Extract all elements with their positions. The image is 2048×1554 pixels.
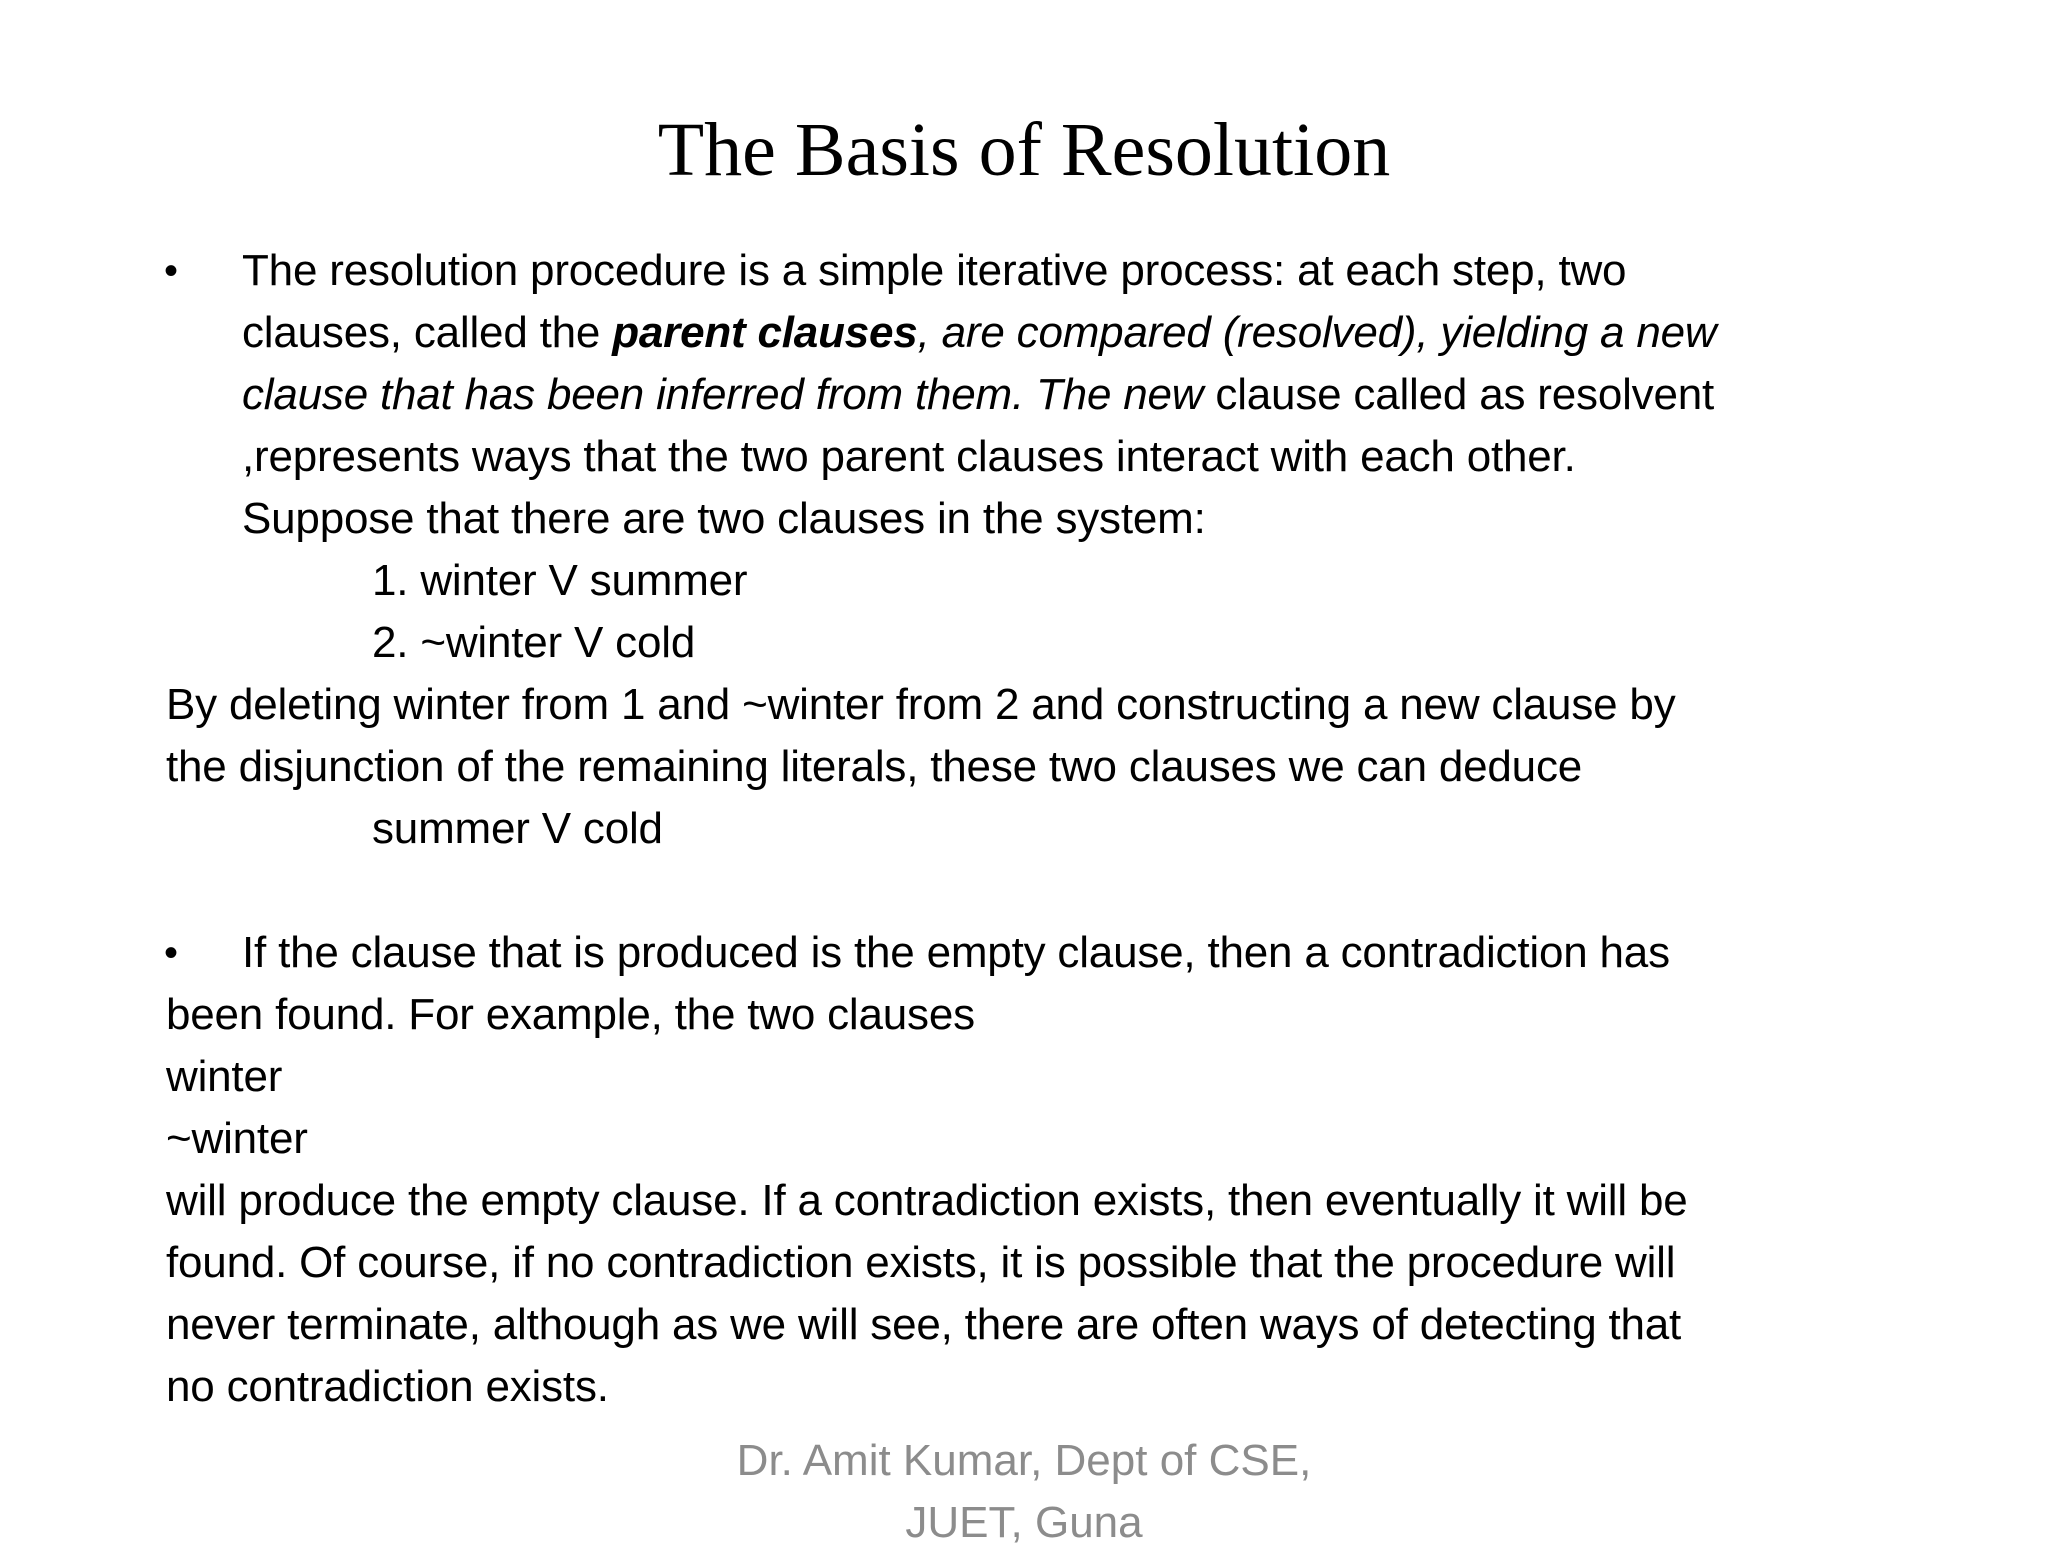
clause-2: 2. ~winter V cold bbox=[372, 618, 696, 667]
bullet2-line7: never terminate, although as we will see, there are often ways of detecting that bbox=[166, 1300, 1682, 1349]
clause-1: 1. winter V summer bbox=[372, 556, 748, 605]
bullet1-line3-italic: clause that has been inferred from them. The new bbox=[242, 370, 1204, 419]
bullet1-line3 bbox=[242, 364, 1714, 426]
bullet1-line2-plain: clauses, called the bbox=[242, 308, 613, 357]
bullet2-line8: no contradiction exists. bbox=[166, 1362, 609, 1411]
bullet1-line4: ,represents ways that the two parent clauses interact with each other. bbox=[242, 432, 1576, 481]
bullet1-line2-italic: , are compared (resolved), yielding a new bbox=[917, 308, 1717, 357]
footer-author: Dr. Amit Kumar, Dept of CSE, bbox=[736, 1436, 1312, 1485]
footer-institution: JUET, Guna bbox=[905, 1498, 1143, 1547]
bullet2-line1: If the clause that is produced is the empty clause, then a contradiction has bbox=[242, 928, 1670, 977]
bullet2-line5: will produce the empty clause. If a contradiction exists, then eventually it will be bbox=[166, 1176, 1688, 1225]
deduction-line2: the disjunction of the remaining literals, these two clauses we can deduce bbox=[166, 742, 1583, 791]
bullet1-line3-plain: clause called as resolvent bbox=[1203, 370, 1715, 419]
bullet2-line2: been found. For example, the two clauses bbox=[166, 990, 975, 1039]
bullet1-line1: The resolution procedure is a simple iterative process: at each step, two bbox=[242, 246, 1627, 295]
parent-clauses-term: parent clauses bbox=[612, 308, 918, 357]
bullet-marker: • bbox=[164, 931, 179, 975]
example-clause-winter: winter bbox=[166, 1052, 283, 1101]
bullet1-line2 bbox=[242, 302, 1716, 364]
example-clause-not-winter: ~winter bbox=[166, 1114, 308, 1163]
bullet1-line5: Suppose that there are two clauses in the system: bbox=[242, 494, 1206, 543]
bullet-marker: • bbox=[164, 249, 179, 293]
bullet2-line6: found. Of course, if no contradiction exists, it is possible that the procedure will bbox=[166, 1238, 1676, 1287]
resolvent-result: summer V cold bbox=[372, 804, 663, 853]
slide-title: The Basis of Resolution bbox=[657, 108, 1391, 192]
deduction-line1: By deleting winter from 1 and ~winter from 2 and constructing a new clause by bbox=[166, 680, 1676, 729]
